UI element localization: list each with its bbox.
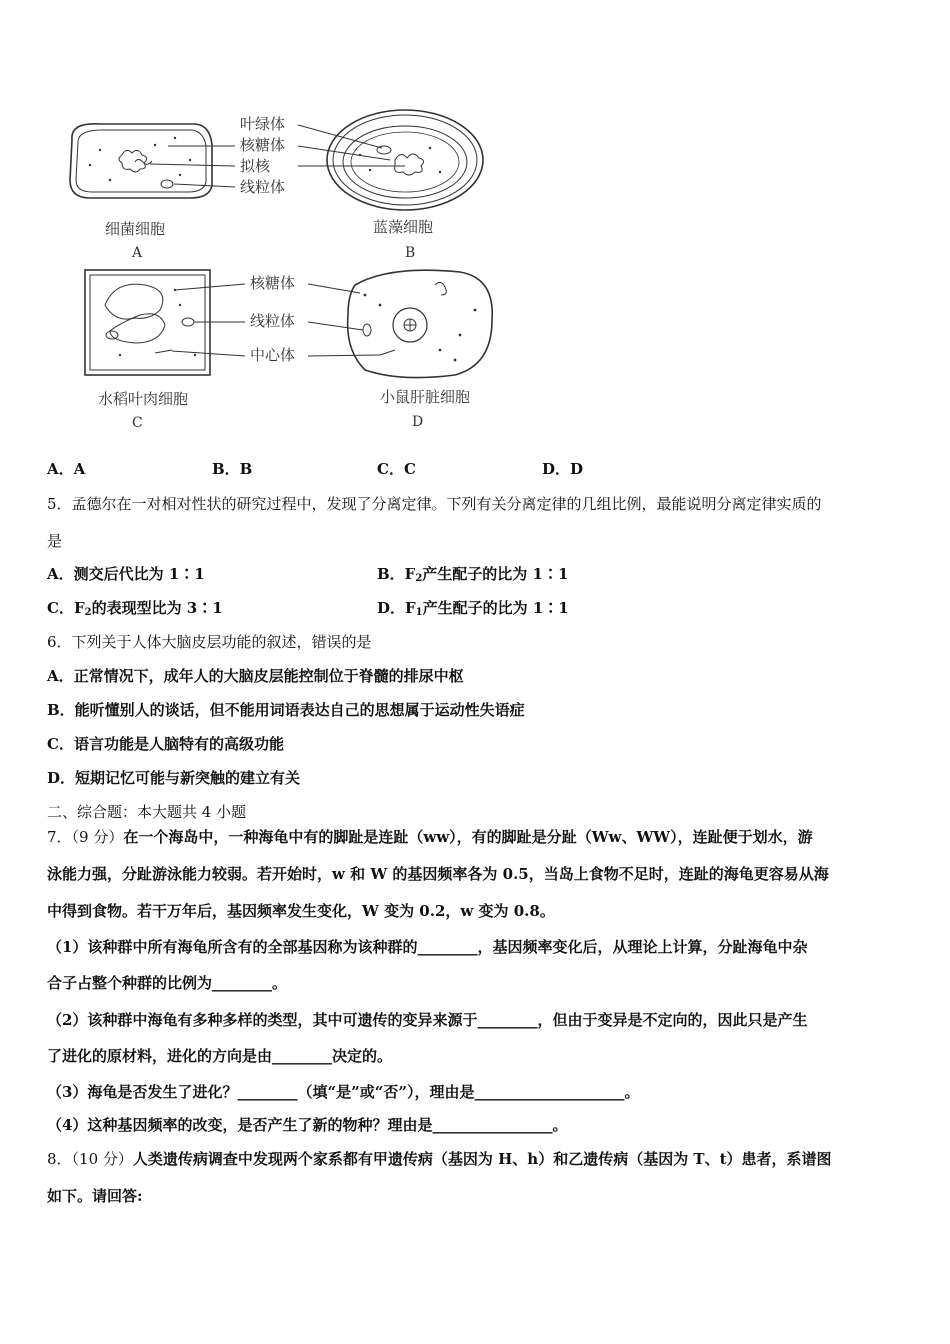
q5-stem-line2: 是 [47,532,63,550]
q4-option-d[interactable]: D．D [542,460,584,478]
q7-sub2-line1: （2）该种群中海龟有多种多样的类型，其中可遗传的变异来源于________，但由于变异是不定向的，因此只是产生 [47,1011,808,1029]
q7-sub2-line2: 了进化的原材料，进化的方向是由________决定的。 [47,1047,393,1065]
q4-option-c[interactable]: C．C [377,460,416,478]
q5-option-d[interactable] [377,597,569,624]
bacteria-cell [70,124,212,198]
q5-option-c-pre: C．F [47,599,85,617]
q7-number: 7．（9 分） [47,828,124,846]
caption-b-name: 蓝藻细胞 [373,218,434,236]
q5-option-c-sub: 2 [84,607,92,618]
q5-option-a[interactable]: A．测交后代比为 1∶1 [47,565,205,583]
label-ribosome-bottom: 核糖体 [250,274,296,292]
q5-option-b[interactable] [377,563,568,590]
q7-sub1-line1: （1）该种群中所有海龟所含有的全部基因称为该种群的________，基因频率变化后，从理论上计算，分趾海龟中杂 [47,938,808,956]
q5-option-c-post: 的表现型比为 3∶1 [91,599,223,617]
q5-option-d-sub: 1 [415,607,423,618]
q5-option-b-pre: B．F [377,565,416,583]
q5-stem-line1: 5．孟德尔在一对相对性状的研究过程中，发现了分离定律。下列有关分离定律的几组比例，最能说明分离定律实质的 [47,495,822,513]
q7-stem-line1-text: 在一个海岛中，一种海龟中有的脚趾是连趾（ww），有的脚趾是分趾（Ww、WW），连趾便于划水，游 [123,828,813,846]
q4-option-b[interactable]: B．B [212,460,253,478]
q6-stem: 6．下列关于人体大脑皮层功能的叙述，错误的是 [47,633,372,651]
q5-option-d-post: 产生配子的比为 1∶1 [422,599,569,617]
cell-diagram-figure [60,100,520,440]
q5-option-d-pre: D．F [377,599,416,617]
q6-option-a[interactable]: A．正常情况下，成年人的大脑皮层能控制位于脊髓的排尿中枢 [47,667,464,685]
q8-stem-line1-text: 人类遗传病调查中发现两个家系都有甲遗传病（基因为 H、h）和乙遗传病（基因为 T、t）患者，系谱图 [132,1150,832,1168]
caption-a-letter: A [132,245,143,261]
mouse-liver-cell [348,270,493,377]
q8-number: 8．（10 分） [47,1150,133,1168]
rice-leaf-cell [85,270,210,375]
q6-option-c[interactable]: C．语言功能是人脑特有的高级功能 [47,735,284,753]
q7-stem-line2: 泳能力强，分趾游泳能力较弱。若开始时，w 和 W 的基因频率各为 0.5，当岛上食物不足时，连趾的海龟更容易从海 [47,865,829,883]
cell-diagram [60,100,520,440]
caption-d-name: 小鼠肝脏细胞 [380,388,471,406]
q8-stem-line1 [47,1148,910,1170]
q7-sub3: （3）海龟是否发生了进化？________（填“是”或“否”），理由是____________________。 [47,1083,640,1101]
section-2-heading: 二、综合题：本大题共 4 小题 [47,803,247,821]
q7-sub4: （4）这种基因频率的改变，是否产生了新的物种？理由是________________。 [47,1116,568,1134]
caption-b-letter: B [405,245,416,261]
q8-stem-line2: 如下。请回答: [47,1187,143,1205]
q6-option-b[interactable]: B．能听懂别人的谈话，但不能用词语表达自己的思想属于运动性失语症 [47,701,525,719]
q6-option-d[interactable]: D．短期记忆可能与新突触的建立有关 [47,769,301,787]
q7-sub1-line2: 合子占整个种群的比例为________。 [47,974,288,992]
label-mitochondria-top: 线粒体 [240,178,286,196]
caption-c-letter: C [132,415,143,431]
caption-c-name: 水稻叶肉细胞 [98,390,189,408]
label-centriole: 中心体 [250,346,296,364]
q5-option-b-post: 产生配子的比为 1∶1 [422,565,569,583]
q5-option-b-sub: 2 [415,573,423,584]
q7-stem-line3: 中得到食物。若干万年后，基因频率发生变化，W 变为 0.2，w 变为 0.8。 [47,902,555,920]
caption-d-letter: D [412,414,424,430]
q7-stem-line1 [47,826,910,848]
q4-option-a[interactable]: A．A [47,460,86,478]
label-nucleoid: 拟核 [240,157,271,175]
caption-a-name: 细菌细胞 [105,220,166,238]
label-mitochondria-bottom: 线粒体 [250,312,296,330]
label-ribosome-top: 核糖体 [240,136,286,154]
cyanobacteria-cell [327,110,483,210]
label-chloroplast: 叶绿体 [240,115,286,133]
q5-option-c[interactable] [47,597,223,624]
